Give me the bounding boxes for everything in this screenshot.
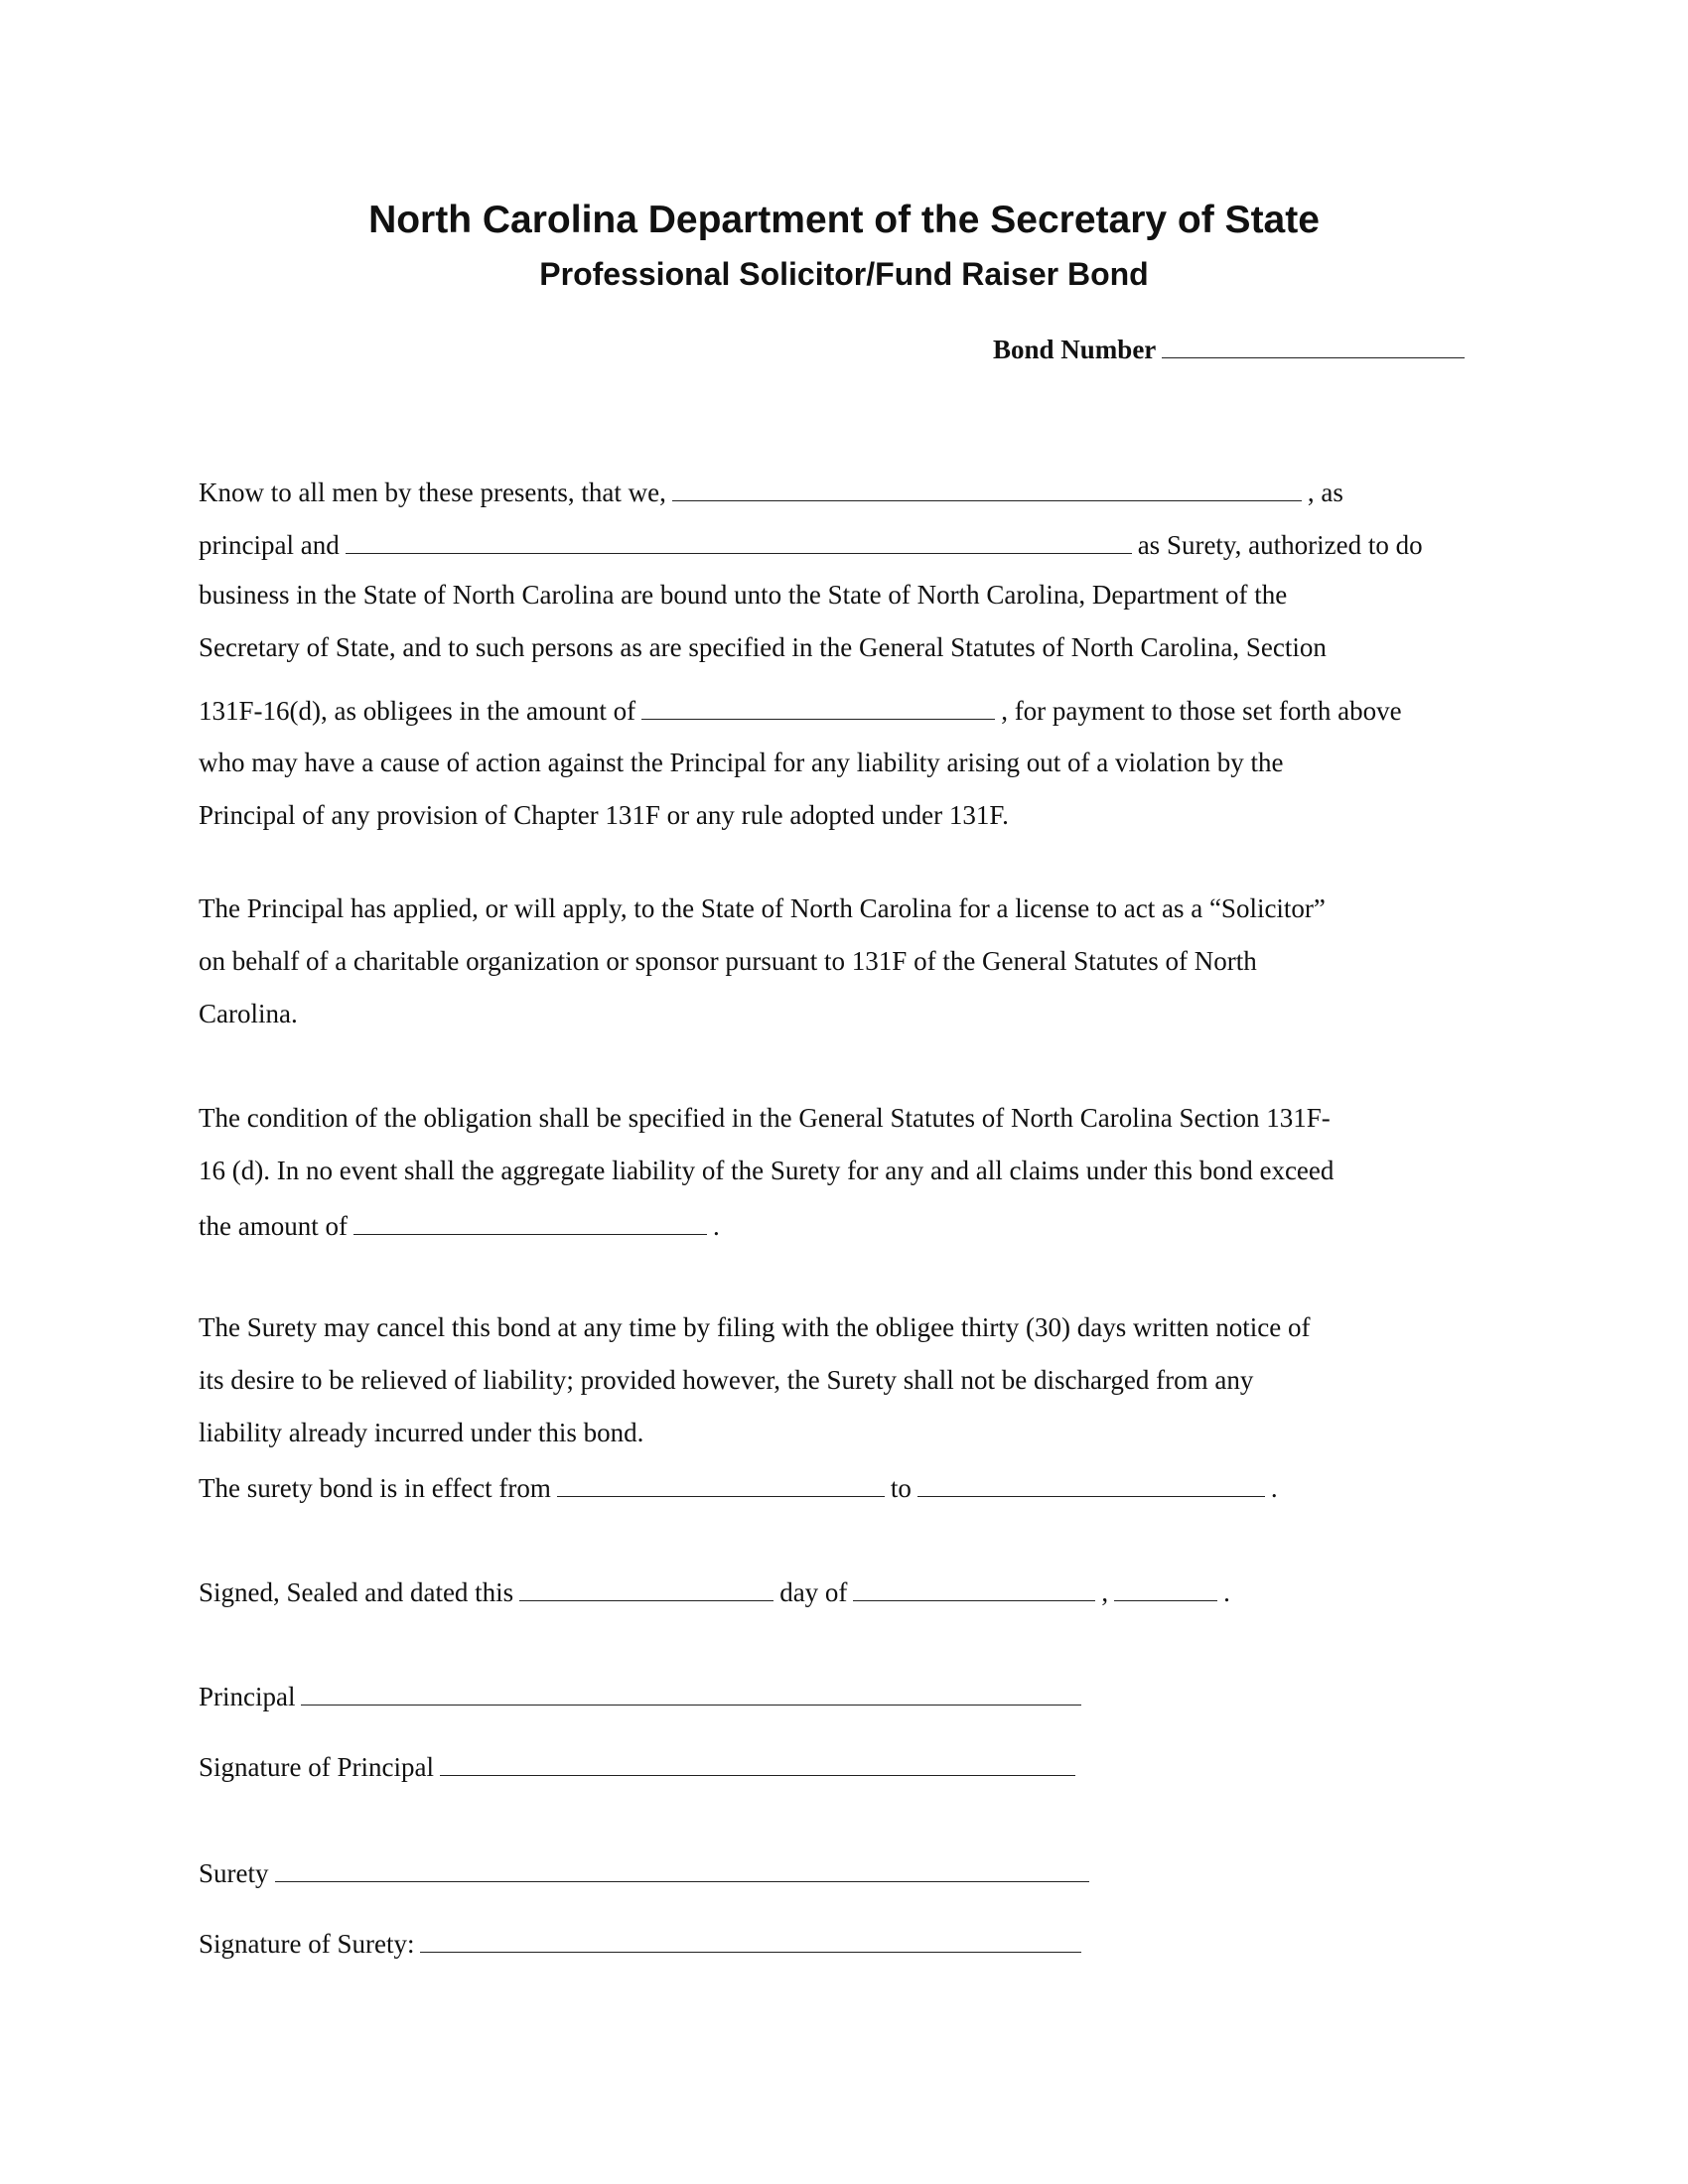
document-title: North Carolina Department of the Secretary of State (368, 199, 1320, 241)
para1-line4: Secretary of State, and to such persons as are specified in the General Statutes of North Carolina, Section (199, 632, 1327, 662)
signature-principal-row (199, 1751, 1081, 1781)
principal-label: Principal (199, 1682, 296, 1711)
para3-line1: The condition of the obligation shall be specified in the General Statutes of North Carolina Section 131F- (199, 1103, 1331, 1133)
para2-line1: The Principal has applied, or will apply, to the State of North Carolina for a license to act as a “Solicitor” (199, 893, 1326, 923)
para3-text: . (712, 1211, 720, 1241)
effective-to-field[interactable] (917, 1472, 1265, 1497)
para4-line1: The Surety may cancel this bond at any time by filing with the obligee thirty (30) days written notice of (199, 1312, 1311, 1342)
signed-line (199, 1576, 1230, 1606)
signed-text: Signed, Sealed and dated this (199, 1577, 514, 1607)
signature-principal-field[interactable] (440, 1751, 1075, 1776)
para1-line7: Principal of any provision of Chapter 131F or any rule adopted under 131F. (199, 800, 1009, 830)
signature-surety-field[interactable] (420, 1928, 1081, 1953)
para3-text: the amount of (199, 1211, 348, 1241)
para1-line5 (199, 695, 1402, 725)
bond-number-row (993, 334, 1589, 365)
signature-surety-label: Signature of Surety: (199, 1929, 415, 1959)
bond-number-field[interactable] (1162, 334, 1465, 358)
para4-text: . (1270, 1473, 1278, 1503)
para1-text: Know to all men by these presents, that we, (199, 478, 666, 507)
principal-row (199, 1681, 1087, 1710)
para3-line3 (199, 1210, 720, 1240)
para1-line6: who may have a cause of action against the Principal for any liability arising out of a violation by the (199, 748, 1284, 777)
document-subtitle: Professional Solicitor/Fund Raiser Bond (539, 256, 1149, 292)
para1-line2 (199, 529, 1423, 559)
signed-text: day of (779, 1577, 848, 1607)
signature-principal-label: Signature of Principal (199, 1752, 434, 1782)
bond-number-label: Bond Number (993, 335, 1157, 364)
surety-field[interactable] (275, 1857, 1089, 1882)
para4-line3: liability already incurred under this bond. (199, 1418, 644, 1447)
surety-label: Surety (199, 1858, 269, 1888)
para3-line2: 16 (d). In no event shall the aggregate liability of the Surety for any and all claims under this bond exceed (199, 1156, 1335, 1185)
bond-amount-field[interactable] (641, 695, 995, 720)
principal-name-field[interactable] (672, 477, 1302, 501)
para1-text: as Surety, authorized to do (1137, 530, 1423, 560)
para1-text: , for payment to those set forth above (1001, 696, 1402, 726)
para4-text: to (890, 1473, 912, 1503)
principal-field[interactable] (301, 1681, 1081, 1706)
para2-line2: on behalf of a charitable organization or sponsor pursuant to 131F of the General Statutes of North (199, 946, 1257, 976)
para2-line3: Carolina. (199, 999, 298, 1028)
para1-text: , as (1307, 478, 1343, 507)
signed-year-field[interactable] (1114, 1576, 1217, 1601)
signed-text: . (1223, 1577, 1230, 1607)
signed-month-field[interactable] (853, 1576, 1095, 1601)
para4-line4 (199, 1472, 1278, 1502)
para1-text: principal and (199, 530, 340, 560)
surety-row (199, 1857, 1095, 1887)
para4-line2: its desire to be relieved of liability; provided however, the Surety shall not be discharged from any (199, 1365, 1254, 1395)
para1-line3: business in the State of North Carolina are bound unto the State of North Carolina, Department of the (199, 580, 1288, 610)
signed-day-field[interactable] (519, 1576, 774, 1601)
surety-name-field[interactable] (346, 529, 1132, 554)
aggregate-amount-field[interactable] (353, 1210, 707, 1235)
effective-from-field[interactable] (557, 1472, 885, 1497)
signature-surety-row (199, 1928, 1087, 1958)
para1-text: 131F-16(d), as obligees in the amount of (199, 696, 636, 726)
para1-line1 (199, 477, 1343, 506)
signed-text: , (1101, 1577, 1109, 1607)
para4-text: The surety bond is in effect from (199, 1473, 551, 1503)
